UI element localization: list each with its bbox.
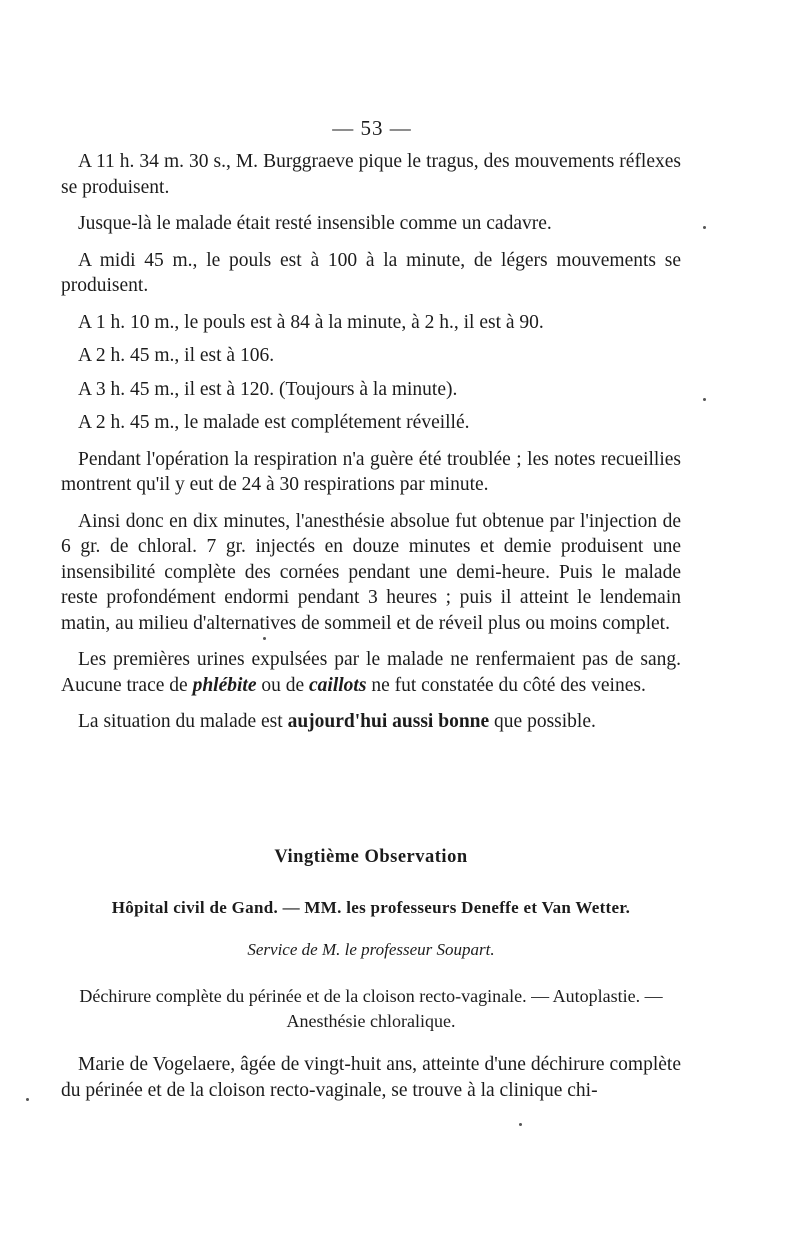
paragraph-reveille: A 2 h. 45 m., le malade est complétement réveillé.	[78, 412, 470, 433]
paragraph-insensible: Jusque-là le malade était resté insensible comme un cadavre.	[78, 213, 552, 234]
phlebite-term: phlébite	[192, 674, 257, 696]
hospital-heading: Hôpital civil de Gand. — MM. les professeurs Deneffe et Van Wetter.	[111, 898, 631, 917]
urines-text-after: ne fut constatée du côté des veines.	[366, 674, 646, 696]
observation-body	[61, 149, 681, 746]
situation-emphasis: aujourd'hui aussi bonne	[287, 711, 490, 732]
paper-speck	[26, 1098, 29, 1101]
paragraph-midi: A midi 45 m., le pouls est à 100 à la minute, de légers mouvements se produisent.	[61, 249, 681, 296]
caillots-term: caillots	[309, 674, 367, 696]
urines-text-middle: ou de	[256, 674, 310, 696]
observation-title: Vingtième Observation	[274, 847, 468, 867]
service-heading: Service de M. le professeur Soupart.	[247, 940, 495, 959]
paper-speck	[703, 226, 706, 229]
paper-speck	[703, 398, 706, 401]
paragraph-1h10: A 1 h. 10 m., le pouls est à 84 à la minute, à 2 h., il est à 90.	[78, 311, 544, 333]
diagnosis-summary: Déchirure complète du périnée et de la cloison recto-vaginale. — Autoplastie. — Anesthésie chloralique.	[79, 986, 663, 1031]
paper-speck	[263, 637, 266, 640]
paper-speck	[519, 1123, 522, 1126]
situation-text-before: La situation du malade est	[78, 711, 288, 732]
urines-text-before: Les premières urines expulsées par le malade ne renfermaient pas de sang. Aucune trace de	[61, 649, 681, 696]
paragraph-opening: Marie de Vogelaere, âgée de vingt-huit ans, atteinte d'une déchirure complète du périnée et de la cloison recto-vaginale, se trouve à la clinique chi-	[61, 1054, 681, 1101]
observation-opening	[61, 1052, 681, 1103]
paragraph-respiration: Pendant l'opération la respiration n'a guère été troublée ; les notes recueillies montrent qu'il y eut de 24 à 30 respirations par minute.	[61, 448, 681, 495]
paragraph-anesthesie: Ainsi donc en dix minutes, l'anesthésie absolue fut obtenue par l'injection de 6 gr. de chloral. 7 gr. injectés en douze minutes et demie produisent une insensibilité complète des cornées pendant une demi-heure. Puis le malade reste profondément endormi pendant 3 heures ; puis il atteint le lendemain matin, au milieu d'alternatives de sommeil et de réveil plus ou moins complet.	[61, 510, 681, 634]
paragraph-urines	[61, 647, 681, 698]
situation-text-after: que possible.	[489, 711, 596, 732]
paragraph-2h45: A 2 h. 45 m., il est à 106.	[78, 345, 275, 366]
paragraph-situation	[61, 709, 681, 735]
paragraph-tragus: A 11 h. 34 m. 30 s., M. Burggraeve pique le tragus, des mouvements réflexes se produisent.	[61, 151, 681, 198]
paragraph-3h45: A 3 h. 45 m., il est à 120. (Toujours à la minute).	[78, 378, 458, 400]
page-number: — 53 —	[332, 116, 412, 140]
